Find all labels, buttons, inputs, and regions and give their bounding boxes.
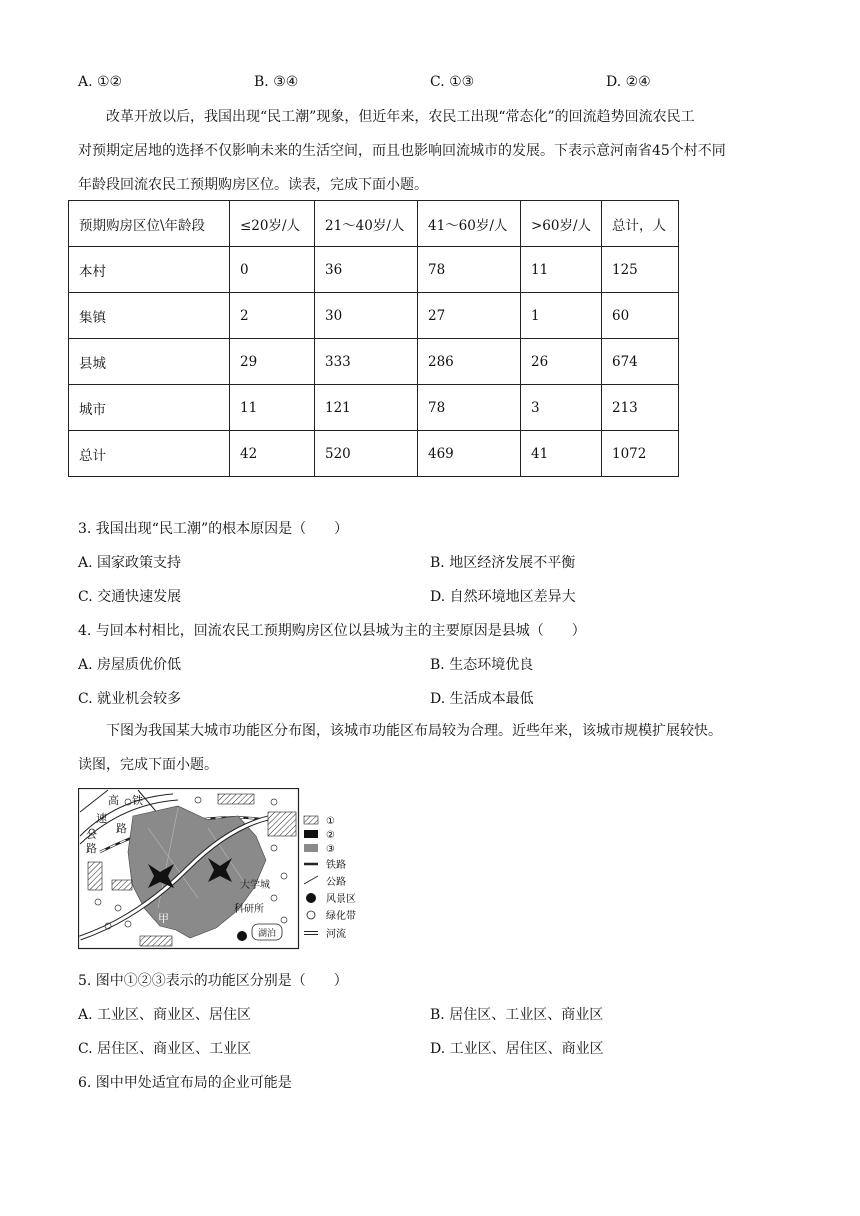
intro2-line: 下图为我国某大城市功能区分布图，该城市功能区布局较为合理。近些年来，该城市规模扩展较快。 [106, 723, 722, 739]
legend-greenbelt-swatch [307, 911, 315, 919]
city-function-map [78, 788, 378, 950]
table-cell: 总计 [69, 431, 230, 477]
table-cell: 1072 [602, 431, 679, 477]
intro2-line: 读图，完成下面小题。 [78, 757, 218, 773]
prev-option-a[interactable]: A. ①② [78, 74, 123, 90]
legend-item: 公路 [326, 877, 346, 888]
table-header-cell: 41～60岁/人 [418, 201, 521, 247]
map-label-lake: 湖泊 [258, 929, 277, 939]
table-row [69, 385, 679, 431]
legend-item: ② [326, 830, 335, 841]
table-cell: 1 [521, 293, 602, 339]
table-cell: 县城 [69, 339, 230, 385]
table-cell: 121 [315, 385, 418, 431]
q4-option-a[interactable]: A. 房屋质优价低 [78, 657, 182, 673]
table-cell: 78 [418, 247, 521, 293]
q4-option-d[interactable]: D. 生活成本最低 [430, 691, 534, 707]
q5-option-c[interactable]: C. 居住区、商业区、工业区 [78, 1041, 252, 1057]
table-header-cell: >60岁/人 [521, 201, 602, 247]
table-cell: 27 [418, 293, 521, 339]
industrial-area [140, 936, 172, 946]
table-cell: 集镇 [69, 293, 230, 339]
table-row [69, 339, 679, 385]
table-cell: 3 [521, 385, 602, 431]
legend-item: 河流 [326, 929, 346, 940]
table-cell: 469 [418, 431, 521, 477]
table-cell: 29 [230, 339, 315, 385]
table-cell: 78 [418, 385, 521, 431]
q3-option-a[interactable]: A. 国家政策支持 [78, 555, 182, 571]
intro-line: 年龄段回流农民工预期购房区位。读表，完成下面小题。 [78, 177, 428, 193]
table-header-cell: ≤20岁/人 [230, 201, 315, 247]
scenic-area-icon [237, 931, 247, 941]
table-cell: 42 [230, 431, 315, 477]
intro-line: 改革开放以后，我国出现“民工潮”现象，但近年来，农民工出现“常态化”的回流趋势回流农民工 [106, 109, 695, 125]
prev-option-c[interactable]: C. ①③ [430, 74, 475, 90]
housing-location-table [68, 200, 679, 477]
table-cell: 333 [315, 339, 418, 385]
legend-commercial-swatch [304, 830, 318, 838]
industrial-area [112, 880, 132, 890]
table-header-row [69, 201, 679, 247]
legend-residential-swatch [304, 844, 318, 852]
q5-option-d[interactable]: D. 工业区、居住区、商业区 [430, 1041, 604, 1057]
table-cell: 0 [230, 247, 315, 293]
intro-paragraph [78, 100, 778, 202]
legend-item: 风景区 [326, 894, 356, 905]
map-label: 路 [86, 842, 97, 855]
map-legend [304, 816, 356, 940]
table-row [69, 293, 679, 339]
table-cell: 2 [230, 293, 315, 339]
table-cell: 11 [521, 247, 602, 293]
table-header-cell: 预期购房区位\年龄段 [69, 201, 230, 247]
prev-option-b[interactable]: B. ③④ [254, 74, 299, 90]
table-cell: 674 [602, 339, 679, 385]
map-label-research: 科研所 [234, 904, 264, 915]
table-cell: 36 [315, 247, 418, 293]
question-5-stem: 5. 图中①②③表示的功能区分别是（ ） [78, 973, 348, 989]
map-label-jia: 甲 [158, 912, 169, 925]
q5-option-b[interactable]: B. 居住区、工业区、商业区 [430, 1007, 604, 1023]
map-label: 高 [108, 794, 119, 807]
intro2-paragraph [78, 714, 778, 782]
table-row [69, 431, 679, 477]
table-cell: 520 [315, 431, 418, 477]
legend-item: ① [326, 816, 335, 827]
intro-line: 对预期定居地的选择不仅影响未来的生活空间，而且也影响回流城市的发展。下表示意河南省45个村不同 [78, 143, 726, 159]
question-6-stem: 6. 图中甲处适宜布局的企业可能是 [78, 1075, 292, 1091]
table-cell: 60 [602, 293, 679, 339]
table-cell: 286 [418, 339, 521, 385]
table-cell: 30 [315, 293, 418, 339]
table-cell: 41 [521, 431, 602, 477]
map-label: 速 [96, 812, 107, 825]
legend-item: 铁路 [326, 860, 346, 871]
map-label-university: 大学城 [240, 880, 270, 891]
industrial-area [88, 862, 102, 890]
question-4-stem: 4. 与回本村相比，回流农民工预期购房区位以县城为主的主要原因是县城（ ） [78, 623, 586, 639]
prev-option-d[interactable]: D. ②④ [606, 74, 651, 90]
industrial-area [268, 812, 296, 836]
legend-item: ③ [326, 844, 335, 855]
q4-option-c[interactable]: C. 就业机会较多 [78, 691, 182, 707]
map-label: 路 [116, 822, 127, 835]
table-cell: 125 [602, 247, 679, 293]
table-cell: 城市 [69, 385, 230, 431]
table-row [69, 247, 679, 293]
industrial-area [218, 794, 254, 804]
table-header-cell: 21～40岁/人 [315, 201, 418, 247]
table-cell: 213 [602, 385, 679, 431]
map-label: 公 [86, 828, 97, 841]
q3-option-d[interactable]: D. 自然环境地区差异大 [430, 589, 576, 605]
q3-option-b[interactable]: B. 地区经济发展不平衡 [430, 555, 576, 571]
legend-scenic-swatch [306, 893, 316, 903]
table-header-cell: 总计，人 [602, 201, 679, 247]
legend-industrial-swatch [304, 816, 318, 824]
question-3-stem: 3. 我国出现“民工潮”的根本原因是（ ） [78, 521, 349, 537]
table-cell: 11 [230, 385, 315, 431]
map-label: 铁 [132, 794, 143, 807]
q3-option-c[interactable]: C. 交通快速发展 [78, 589, 182, 605]
legend-road-swatch [304, 876, 318, 884]
q4-option-b[interactable]: B. 生态环境优良 [430, 657, 534, 673]
table-cell: 本村 [69, 247, 230, 293]
legend-item: 绿化带 [326, 911, 356, 922]
q5-option-a[interactable]: A. 工业区、商业区、居住区 [78, 1007, 252, 1023]
table-cell: 26 [521, 339, 602, 385]
